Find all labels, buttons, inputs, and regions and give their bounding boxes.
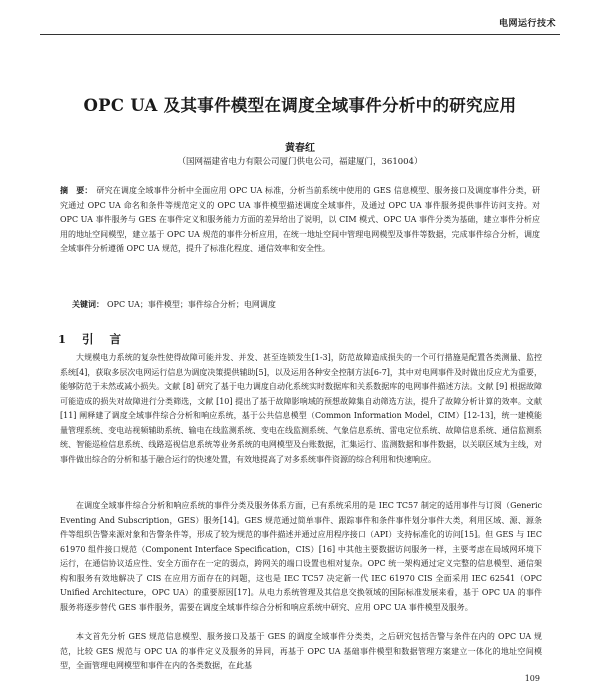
abstract-text: 研究在调度全域事件分析中全面应用 OPC UA 标准，分析当前系统中使用的 GES 信息模型、服务接口及调度事件分类，研究通过 OPC UA 命名和条件等规范定义的 OPC UA 事件模型描述调度全域事件，及通过 OPC UA 事件服务提供事件访问支持。对 OPC UA 事件服务与 GES 在事件定义和服务能力方面的差异给出了说明，以 CIM 模式、OPC UA 事件分类为基础，建立事件分析应用的地址空间模型，建立基于 OPC UA 规范的事件分析应用，在统一地址空间中管理电网模型及事件等数据，完成事件综合分析，调度全域事件分析遵循 OPC UA 规范，提升了标准化程度、通信效率和安全性。 [60,186,540,254]
body-paragraph: 大规模电力系统的复杂性使得故障可能并发、并发、甚至连锁发生[1-3]，防范故障造成损失的一个可行措施是配置各类测量、监控系统[4]，获取多层次电网运行信息为调度决策提供辅助[5]，以及运用各种安全控制方法[6-7]，其中对电网事件及时做出反应尤为重要，能够防范于未然或减小损失。文献 [8] 研究了基于电力调度自动化系统实时数据库和关系数据库的电网事件描述方法。文献 [9] 根据故障可能造成的损失对故障进行分类筛选，文献 [10] 提出了基于故障影响域的预想故障集自动筛选方法，提升了故障分析计算的效率。文献 [11] 阐释建了调度全域事件综合分析和响应系统，基于公共信息模型（Common Information Model，CIM）[12-13]，统一建模能量管理系统、变电站视频辅助系统、输电在线监测系统、变电在线监测系统、气象信息系统、雷电定位系统、故障信息系统、通信监测系统、智能巡检信息系统、线路巡视信息系统等业务系统的电网模型及台账数据，汇集运行、监测数据和事件数据，以关联区域为主线，对事件做出综合的分析和基于融合运行的快速处置，有效地提高了对多系统事件资源的综合利用和快速响应。 [60,353,542,464]
abstract-label: 摘 要： [60,185,93,195]
keywords-label: 关键词： [72,299,104,309]
body-paragraph: 本文首先分析 GES 规范信息模型、服务接口及基于 GES 的调度全域事件分类类，之后研究包括告警与条件在内的 OPC UA 规范，比较 GES 规范与 OPC UA 的事件定义及服务的异同，再基于 OPC UA 基础事件模型和数据管理方案建立一体化的地址空间模型，全面管理电网模型和事件在内的各类数据，在此基 [60,632,542,670]
body-paragraph: 在调度全域事件综合分析和响应系统的事件分类及服务体系方面，已有系统采用的是 IEC TC57 制定的适用事件与订阅（Generic Eventing And Subscription，GES）服务[14]。GES 规范通过简单事件、跟踪事件和条件事件划分事件大类，利用区域、源、源条件等组织告警来源对象和告警条件等，形成了较为规范的事件描述并通过应用程序接口（API）支持标准化的访问[15]。但 GES 与 IEC 61970 组件接口规范（Component Interface Specification，CIS）[16] 中其他主要数据访问服务一样，主要考虑在局域网环境下运行，在通信协议适应性、安全方面存在一定的弱点，跨网关的端口设置也相对复杂。OPC 统一架构通过定义完整的信息模型、通信架构和服务有效地解决了 CIS 在应用方面存在的问题，这也是 IEC TC57 决定新一代 IEC 61970 CIS 全面采用 IEC 62541（OPC Unified Architecture，OPC UA）的重要原因[17]。从电力系统管理及其信息交换领域的国际标准发展来看，基于 OPC UA 的事件服务将逐步替代 GES 事件服务，需要在调度全域事件综合分析和响应系统中研究、应用 OPC UA 事件模型及服务。 [60,501,542,612]
header-divider [40,34,560,35]
journal-section-label: 电网运行技术 [498,19,556,29]
author-name: 黄春红 [285,143,315,154]
article-title: OPC UA 及其事件模型在调度全域事件分析中的研究应用 [83,96,517,115]
abstract-block [60,183,540,257]
author-affiliation: （国网福建省电力有限公司厦门供电公司，福建厦门，361004） [177,157,423,167]
page-number: 109 [524,674,540,683]
keywords-text: OPC UA；事件模型；事件综合分析；电网调度 [107,300,276,309]
keywords-block [72,298,540,311]
section-heading-introduction: 1 引 言 [58,332,128,346]
